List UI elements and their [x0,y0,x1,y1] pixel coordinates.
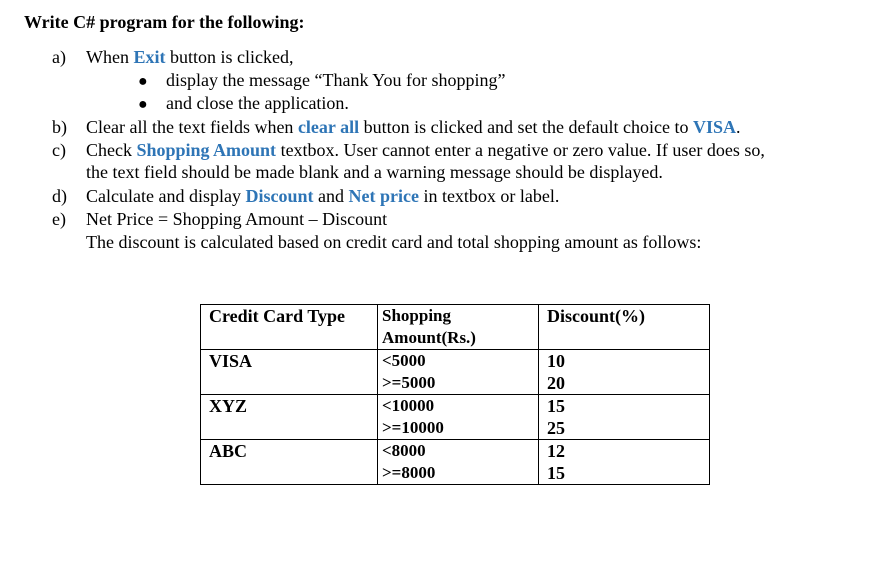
item-a-pre: When [86,47,134,67]
bullet-text: display the message “Thank You for shopping” [166,70,506,90]
item-b-pre: Clear all the text fields when [86,117,298,137]
item-b-label: b) [52,117,67,137]
discount-value: 15 [547,463,565,483]
item-c-shopping-amount-highlight: Shopping Amount [136,140,277,160]
item-a-exit-highlight: Exit [133,47,166,67]
card-type-cell: VISA [201,350,378,395]
header-discount: Discount(%) [539,305,710,350]
amount-cell [378,440,539,485]
card-type-cell: XYZ [201,395,378,440]
item-b [52,116,741,138]
item-e-text: Net Price = Shopping Amount – Discount [86,209,388,229]
item-e [52,208,387,230]
discount-cell [539,440,710,485]
item-c-line2: the text field should be made blank and a warning message should be displayed. [86,162,663,182]
discount-cell [539,350,710,395]
item-c-post: textbox. User cannot enter a negative or zero value. If user does so, [276,140,765,160]
item-d-net-price-highlight: Net price [348,186,419,206]
card-type-cell: ABC [201,440,378,485]
bullet-text: and close the application. [166,93,349,113]
discount-cell [539,395,710,440]
discount-value: 25 [547,418,565,438]
table-row [201,395,710,440]
item-e-label: e) [52,209,66,229]
amount-value: <5000 [382,351,426,370]
header-shopping-line1: Shopping [382,306,451,325]
item-d-label: d) [52,186,67,206]
item-b-mid: button is clicked and set the default choice to [359,117,693,137]
item-b-visa-highlight: VISA [693,117,737,137]
amount-value: >=5000 [382,373,436,392]
item-c [52,139,765,161]
amount-value: >=10000 [382,418,444,437]
item-a-post: button is clicked, [165,47,294,67]
item-d [52,185,559,207]
bullet-dot-icon: ● [138,96,148,113]
table-header-row [201,305,710,350]
item-b-post: . [736,117,741,137]
bullet-item [138,69,505,93]
item-e-line2: The discount is calculated based on credit card and total shopping amount as follows: [86,232,702,252]
amount-value: >=8000 [382,463,436,482]
item-d-discount-highlight: Discount [245,186,314,206]
amount-value: <8000 [382,441,426,460]
table-row [201,350,710,395]
amount-value: <10000 [382,396,435,415]
header-shopping-line2: Amount(Rs.) [382,328,476,347]
item-c-pre: Check [86,140,137,160]
item-a-label: a) [52,47,66,67]
item-b-clear-all-highlight: clear all [297,117,360,137]
discount-table [200,304,710,485]
item-d-pre: Calculate and display [86,186,246,206]
page-heading: Write C# program for the following: [24,12,305,32]
item-d-mid: and [313,186,349,206]
item-a [52,46,293,68]
bullet-item [138,92,349,116]
discount-value: 20 [547,373,565,393]
bullet-dot-icon: ● [138,73,148,90]
table-row [201,440,710,485]
header-credit-card-type: Credit Card Type [201,305,378,350]
amount-cell [378,350,539,395]
discount-value: 15 [547,396,565,416]
header-shopping-amount [378,305,539,350]
item-c-label: c) [52,140,66,160]
item-d-post: in textbox or label. [418,186,560,206]
discount-value: 12 [547,441,565,461]
discount-value: 10 [547,351,565,371]
amount-cell [378,395,539,440]
